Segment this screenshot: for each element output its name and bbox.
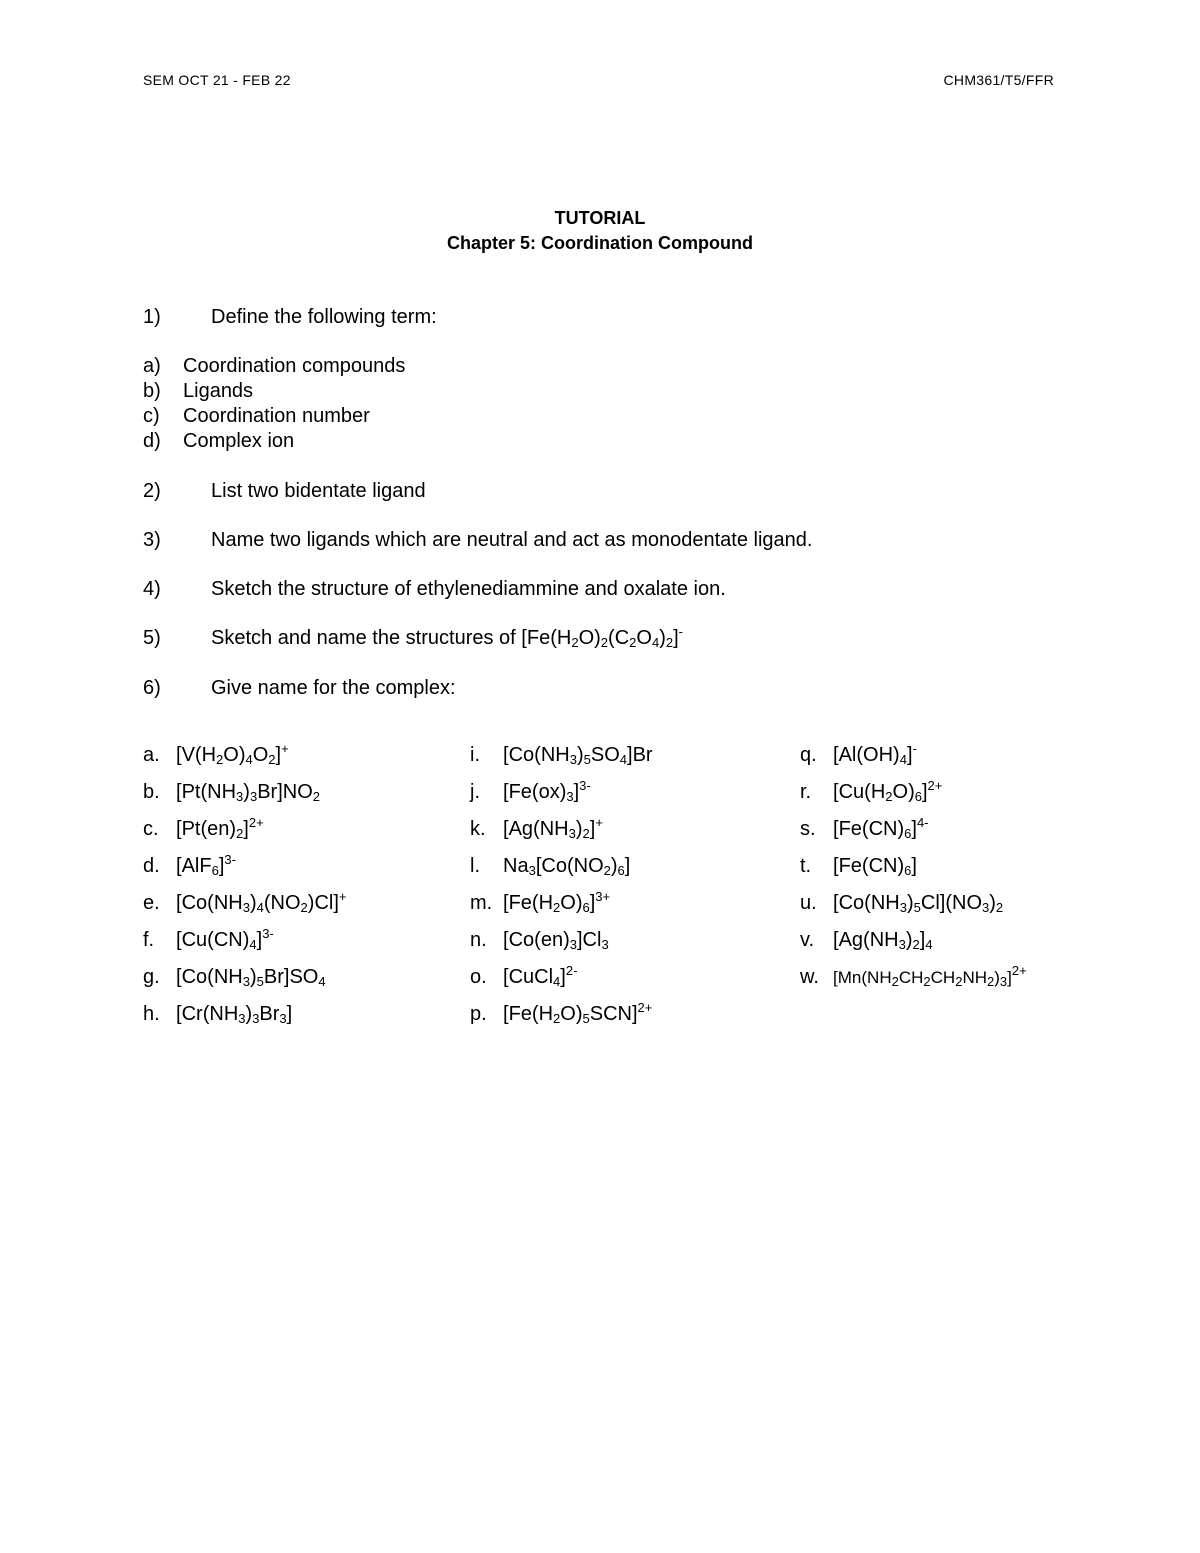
term-letter: d) xyxy=(143,430,161,452)
complex-label: i. xyxy=(470,744,480,766)
complex-item xyxy=(143,741,347,781)
complex-formula: $[Fe(CN)_6]^{4-}$ xyxy=(833,815,929,841)
question-number: 3) xyxy=(143,529,161,551)
complex-formula: $[Co(NH_3)_5Cl](NO_3)_2$ xyxy=(833,892,1004,915)
header-course-code: CHM361/T5/FFR xyxy=(943,72,1054,88)
complex-item xyxy=(470,778,653,818)
complex-item xyxy=(143,781,347,818)
complex-label: j. xyxy=(470,781,480,803)
complex-item xyxy=(800,929,1027,966)
complex-formula: $Na_3[Co(NO_2)_6]$ xyxy=(503,855,631,878)
complex-item xyxy=(143,1003,347,1040)
complex-formula: $[Fe(H_2O)_5SCN]^{2+}$ xyxy=(503,1000,653,1026)
complex-label: f. xyxy=(143,929,155,951)
complex-label: t. xyxy=(800,855,812,877)
complex-label: r. xyxy=(800,781,812,803)
complex-formula: [CuCl$_4$]$^{2-}$ xyxy=(503,963,578,989)
complex-column-3 xyxy=(800,741,1027,1003)
complex-formula: $[Co(en)_3]Cl_3$ xyxy=(503,929,609,952)
question-text: Sketch and name the structures of $[Fe(H_2O)_2(C_2O_4)_2]^-$ xyxy=(211,624,683,650)
complex-label: k. xyxy=(470,818,486,840)
complex-formula: $[Cu(H_2O)_6]^{2+}$ xyxy=(833,778,943,804)
complex-item xyxy=(470,815,653,855)
term-text: Coordination number xyxy=(183,405,370,427)
complex-formula: $[Pt(NH_3)_3Br]NO_2$ xyxy=(176,781,321,804)
term-item xyxy=(143,380,253,403)
complex-item xyxy=(800,741,1027,781)
question-number: 6) xyxy=(143,677,161,699)
complex-item xyxy=(143,966,347,1003)
complex-formula: $[Co(NH_3)_5Br]SO_4$ xyxy=(176,966,326,989)
question-6 xyxy=(143,677,456,700)
complex-label: v. xyxy=(800,929,815,951)
question-text: Give name for the complex: xyxy=(211,677,456,699)
complex-label: u. xyxy=(800,892,817,914)
complex-item xyxy=(470,855,653,892)
question-5 xyxy=(143,624,683,650)
question-text: List two bidentate ligand xyxy=(211,480,426,502)
complex-label: m. xyxy=(470,892,493,914)
page-title: TUTORIAL xyxy=(554,208,646,228)
complex-formula: $[Pt(en)_2]^{2+}$ xyxy=(176,815,264,841)
complex-formula: $[Fe(CN)_6]$ xyxy=(833,855,917,878)
header-semester: SEM OCT 21 - FEB 22 xyxy=(143,72,291,88)
complex-item xyxy=(800,778,1027,818)
complex-formula: $[Co(NH_3)_4(NO_2)Cl]^+$ xyxy=(176,889,347,915)
term-item xyxy=(143,405,370,428)
complex-item xyxy=(470,744,653,781)
term-letter: b) xyxy=(143,380,161,402)
complex-formula: $[Al(OH)_4]^-$ xyxy=(833,741,917,767)
complex-label: s. xyxy=(800,818,816,840)
complex-item xyxy=(470,929,653,966)
complex-label: w. xyxy=(800,966,819,988)
question-3 xyxy=(143,529,812,552)
complex-item xyxy=(143,889,347,929)
complex-formula: $[Mn(NH_2CH_2CH_2NH_2)_3]^{2+}$ xyxy=(833,963,1027,989)
question-1 xyxy=(143,306,437,329)
question-number: 2) xyxy=(143,480,161,502)
complex-item xyxy=(143,926,347,966)
complex-formula: $[Cu(CN)_4]^{3-}$ xyxy=(176,926,274,952)
chapter-title: Chapter 5: Coordination Compound xyxy=(447,233,753,253)
term-item xyxy=(143,430,294,453)
complex-item xyxy=(800,892,1027,929)
complex-item xyxy=(800,855,1027,892)
question-4 xyxy=(143,578,726,601)
complex-formula: $[AlF_6]^{3-}$ xyxy=(176,852,236,878)
complex-column-1 xyxy=(143,741,347,1040)
complex-label: o. xyxy=(470,966,487,988)
complex-item xyxy=(800,963,1027,1003)
complex-label: p. xyxy=(470,1003,487,1025)
complex-label: h. xyxy=(143,1003,160,1025)
complex-item xyxy=(470,1000,653,1040)
question-text: Define the following term: xyxy=(211,306,437,328)
complex-label: n. xyxy=(470,929,487,951)
question-text: Name two ligands which are neutral and act as monodentate ligand. xyxy=(211,529,813,551)
question-2 xyxy=(143,480,426,503)
complex-label: g. xyxy=(143,966,160,988)
term-item xyxy=(143,355,405,378)
term-text: Ligands xyxy=(183,380,254,402)
term-letter: c) xyxy=(143,405,160,427)
question-text: Sketch the structure of ethylenediammine and oxalate ion. xyxy=(211,578,726,600)
complex-label: a. xyxy=(143,744,160,766)
term-letter: a) xyxy=(143,355,161,377)
complex-label: l. xyxy=(470,855,480,877)
complex-formula: $[V(H_2O)_4O_2]^+$ xyxy=(176,741,289,767)
complex-formula: $[Cr(NH_3)_3Br_3]$ xyxy=(176,1003,293,1026)
complex-label: c. xyxy=(143,818,159,840)
question-number: 1) xyxy=(143,306,161,328)
complex-label: d. xyxy=(143,855,160,877)
complex-item xyxy=(470,889,653,929)
complex-item xyxy=(800,815,1027,855)
complex-formula: $[Ag(NH_3)_2]^+$ xyxy=(503,815,603,841)
complex-item xyxy=(470,963,653,1003)
complex-formula: $[Co(NH_3)_5SO_4]Br$ xyxy=(503,744,653,767)
complex-formula: $[Ag(NH_3)_2]_4$ xyxy=(833,929,933,952)
complex-column-2 xyxy=(470,744,653,1040)
complex-formula: $[Fe(H_2O)_6]^{3+}$ xyxy=(503,889,611,915)
question-number: 5) xyxy=(143,627,161,649)
complex-item xyxy=(143,815,347,855)
complex-label: e. xyxy=(143,892,160,914)
complex-label: q. xyxy=(800,744,817,766)
question-number: 4) xyxy=(143,578,161,600)
complex-formula: $[Fe(ox)_3]^{3-}$ xyxy=(503,778,591,804)
term-text: Coordination compounds xyxy=(183,355,406,377)
complex-label: b. xyxy=(143,781,160,803)
term-text: Complex ion xyxy=(183,430,295,452)
complex-item xyxy=(143,852,347,892)
